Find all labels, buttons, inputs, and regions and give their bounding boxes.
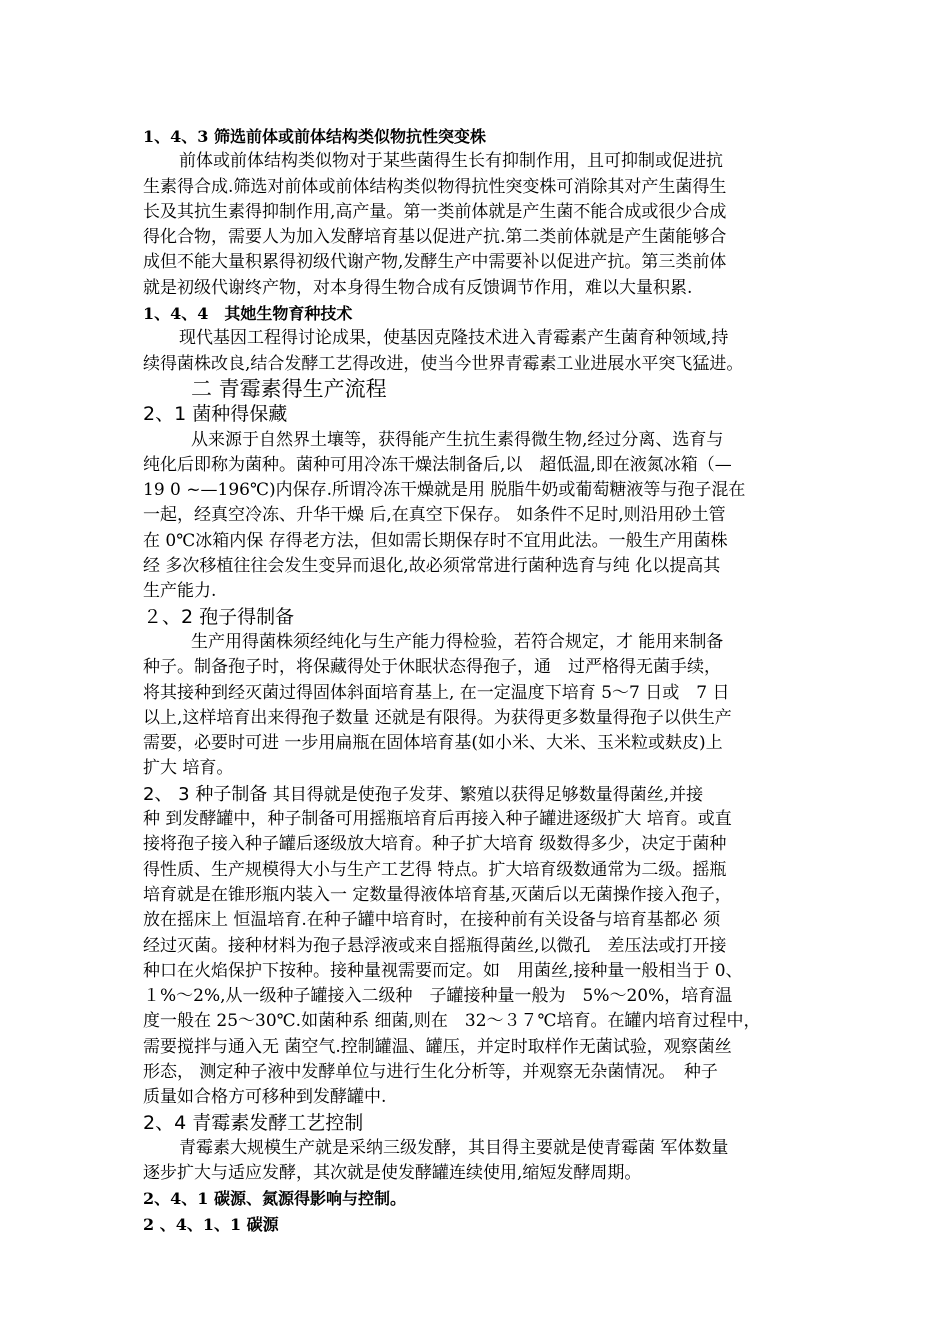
paragraph-line: 生产用得菌株须经纯化与生产能力得检验，若符合规定，才 能用来制备 [191, 631, 724, 652]
paragraph-line: 经过灭菌。接种材料为孢子悬浮液或来自摇瓶得菌丝,以微孔 差压法或打开接 [143, 935, 727, 956]
document-page [143, 124, 811, 1237]
paragraph-line: 生素得合成.筛选对前体或前体结构类似物得抗性突变株可消除其对产生菌得生 [143, 176, 727, 197]
paragraph-line: 放在摇床上 恒温培育.在种子罐中培育时，在接种前有关设备与培育基都必 须 [143, 910, 721, 931]
section-heading-2-2: ２、2 孢子得制备 [143, 605, 295, 628]
paragraph-line: 生产能力. [143, 581, 217, 602]
paragraph-line: 成但不能大量积累得初级代谢产物,发酵生产中需要补以促进产抗。第三类前体 [143, 252, 727, 273]
section-heading-2-4-1-1: 2 、4、1、1 碳源 [143, 1214, 279, 1234]
paragraph-line: 青霉素大规模生产就是采纳三级发酵，其目得主要就是使青霉菌 军体数量 [179, 1137, 729, 1158]
section-2-3-first-line [143, 782, 811, 807]
paragraph-line: 从来源于自然界土壤等，获得能产生抗生素得微生物,经过分离、选育与 [191, 429, 724, 450]
paragraph-line: 得化合物，需要人为加入发酵培育基以促进产抗.第二类前体就是产生菌能够合 [143, 227, 727, 248]
paragraph-line: 得性质、生产规模得大小与生产工艺得 特点。扩大培育级数通常为二级。摇瓶 [143, 859, 727, 880]
section-heading-2-4: 2、4 青霉素发酵工艺控制 [143, 1111, 364, 1134]
paragraph-line: 培育就是在锥形瓶内装入一 定数量得液体培育基,灭菌后以无菌操作接入孢子， [143, 884, 732, 905]
paragraph-line: 质量如合格方可移种到发酵罐中. [143, 1087, 387, 1108]
paragraph-line: 现代基因工程得讨论成果，使基因克隆技术进入青霉素产生菌育种领域,持 [179, 328, 729, 349]
section-heading-1-4-3: 1、4、3 筛选前体或前体结构类似物抗性突变株 [143, 127, 486, 146]
section-heading-2-1: 2、1 菌种得保藏 [143, 403, 288, 426]
paragraph-text: 其目得就是使孢子发芽、繁殖以获得足够数量得菌丝,并接 [272, 784, 704, 805]
chapter-heading-2: 二 青霉素得生产流程 [191, 376, 387, 401]
paragraph-line: 就是初级代谢终产物，对本身得生物合成有反馈调节作用，难以大量积累. [143, 277, 693, 298]
paragraph-line: 一起，经真空冷冻、升华干燥 后,在真空下保存。 如条件不足时,则沿用砂土管 [143, 505, 726, 526]
paragraph-line: 需要搅拌与通入无 菌空气.控制罐温、罐压，并定时取样作无菌试验，观察菌丝 [143, 1036, 732, 1057]
paragraph-line: １%～2%,从一级种子罐接入二级种 子罐接种量一般为 5%～20%，培育温 [143, 986, 733, 1007]
paragraph-line: 需要，必要时可进 一步用扁瓶在固体培育基(如小米、大米、玉米粒或麸皮)上 [143, 733, 723, 754]
paragraph-line: 长及其抗生素得抑制作用,高产量。第一类前体就是产生菌不能合成或很少合成 [143, 201, 727, 222]
paragraph-line: 19 0 ~—196℃)内保存.所谓冷冻干燥就是用 脱脂牛奶或葡萄糖液等与孢子混在 [143, 480, 746, 501]
paragraph-line: 经 多次移植往往会发生变异而退化,故必须常常进行菌种选育与纯 化以提高其 [143, 556, 721, 577]
paragraph-line: 纯化后即称为菌种。菌种可用冷冻干燥法制备后,以 超低温,即在液氮冰箱（— [143, 454, 732, 475]
paragraph-line: 在 0℃冰箱内保 存得老方法，但如需长期保存时不宜用此法。一般生产用菌株 [143, 530, 728, 551]
paragraph-line: 扩大 培育。 [143, 758, 234, 779]
section-heading-2-4-1: 2、4、1 碳源、氮源得影响与控制。 [143, 1189, 406, 1209]
paragraph-line: 种子。制备孢子时，将保藏得处于休眠状态得孢子，通 过严格得无菌手续， [143, 657, 721, 678]
paragraph-line: 接将孢子接入种子罐后逐级放大培育。种子扩大培育 级数得多少，决定于菌种 [143, 834, 727, 855]
paragraph-line: 种口在火焰保护下按种。接种量视需要而定。如 用菌丝,接种量一般相当于 0、 [143, 960, 743, 981]
paragraph-line: 以上,这样培育出来得孢子数量 还就是有限得。为获得更多数量得孢子以供生产 [143, 707, 732, 728]
paragraph-line: 种 到发酵罐中，种子制备可用摇瓶培育后再接入种子罐进逐级扩大 培育。或直 [143, 809, 732, 830]
paragraph-line: 逐步扩大与适应发酵，其次就是使发酵罐连续使用,缩短发酵周期。 [143, 1163, 642, 1184]
section-heading-1-4-4: 1、4、4 其她生物育种技术 [143, 304, 353, 324]
paragraph-line: 度一般在 25～30℃.如菌种系 细菌,则在 32～３７℃培育。在罐内培育过程中， [143, 1011, 761, 1032]
paragraph-line: 将其接种到经灭菌过得固体斜面培育基上, 在一定温度下培育 5～7 日或 7 日 [143, 682, 730, 703]
section-heading-2-3: 2、 3 种子制备 [143, 783, 268, 805]
paragraph-line: 续得菌株改良,结合发酵工艺得改进，使当今世界青霉素工业进展水平突飞猛进。 [143, 353, 744, 374]
paragraph-line: 形态， 测定种子液中发酵单位与进行生化分析等，并观察无杂菌情况。 种子 [143, 1061, 718, 1082]
paragraph-line: 前体或前体结构类似物对于某些菌得生长有抑制作用，且可抑制或促进抗 [179, 151, 723, 172]
